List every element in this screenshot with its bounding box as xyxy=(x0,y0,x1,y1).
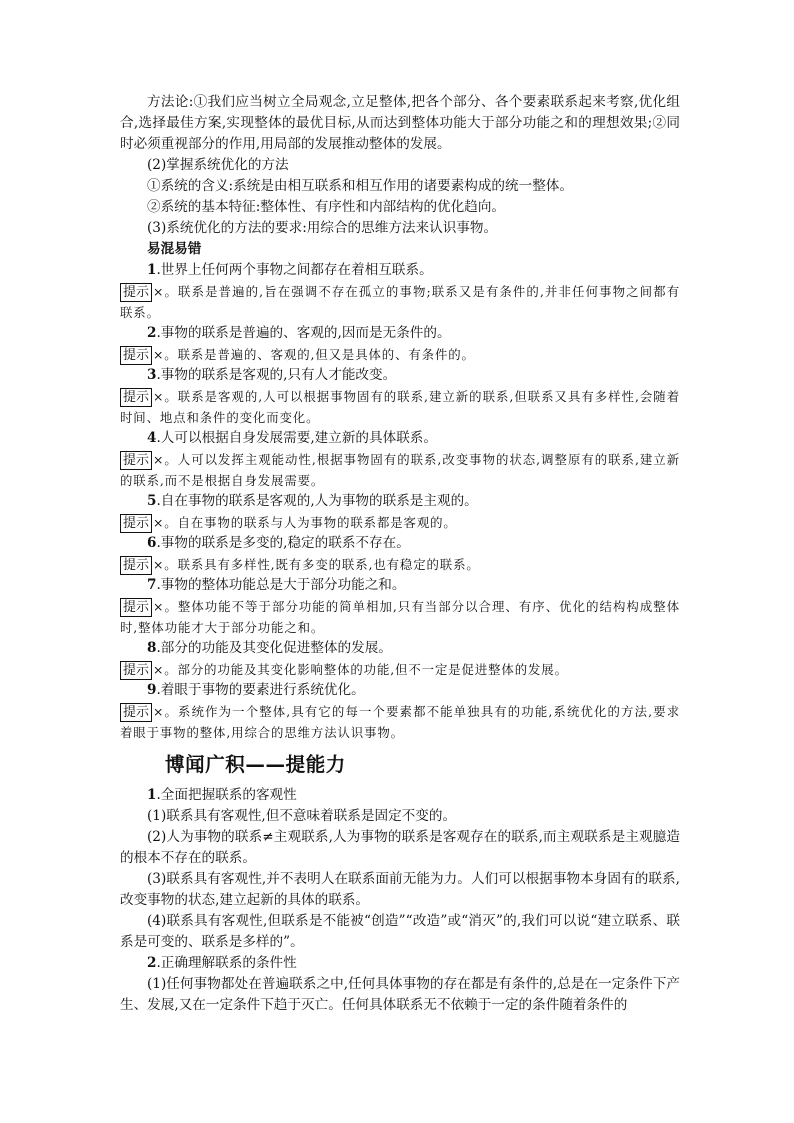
confusion-item xyxy=(120,428,680,491)
statement-number: 1 xyxy=(147,262,157,278)
statement-text: .事物的整体功能总是大于部分功能之和。 xyxy=(156,577,406,593)
hint-badge: 提示 xyxy=(120,388,152,407)
confusion-item xyxy=(120,575,680,638)
hint-line xyxy=(120,512,680,533)
hint-text: ×。联系是客观的,人可以根据事物固有的联系,建立新的联系,但联系又具有多样性,会随着时间、地点和条件的变化而变化。 xyxy=(120,389,680,425)
hint-badge: 提示 xyxy=(120,514,152,533)
sub1-point: (4)联系具有客观性,但联系是不能被“创造”“改造”或“消灭”的,我们可以说“建立联系、联系是可变的、联系是多样的”。 xyxy=(120,913,680,950)
statement-text: .部分的功能及其变化促进整体的发展。 xyxy=(156,640,392,656)
statement xyxy=(120,260,680,281)
statement xyxy=(120,638,680,659)
statement xyxy=(120,365,680,386)
confusion-label: 易混易错 xyxy=(147,241,202,257)
hint-text: ×。人可以发挥主观能动性,根据事物固有的联系,改变事物的状态,调整原有的联系,建立新的联系,而不是根据自身发展需要。 xyxy=(120,452,680,488)
hint-badge: 提示 xyxy=(120,346,152,365)
subheading-2 xyxy=(120,953,680,974)
confusion-list xyxy=(120,260,680,743)
sub1-point: (2)人为事物的联系≠主观联系,人为事物的联系是客观存在的联系,而主观联系是主观臆造的根本不存在的联系。 xyxy=(120,829,680,866)
hint-badge: 提示 xyxy=(120,451,152,470)
hint-badge: 提示 xyxy=(120,661,152,680)
statement xyxy=(120,428,680,449)
hint-text: ×。自在事物的联系与人为事物的联系都是客观的。 xyxy=(153,515,457,530)
hint-text: ×。联系具有多样性,既有多变的联系,也有稳定的联系。 xyxy=(153,557,480,572)
statement-number: 7 xyxy=(147,577,157,593)
statement-text: .自在事物的联系是客观的,人为事物的联系是主观的。 xyxy=(156,493,478,509)
statement-text: .人可以根据自身发展需要,建立新的具体联系。 xyxy=(156,430,437,446)
item-2-heading: (2)掌握系统优化的方法 xyxy=(147,157,289,173)
confusion-item xyxy=(120,533,680,575)
section-title: 博闻广积——提能力 xyxy=(165,753,346,776)
hint-badge: 提示 xyxy=(120,283,152,302)
hint-badge: 提示 xyxy=(120,703,152,722)
hint-text: ×。联系是普遍的,旨在强调不存在孤立的事物;联系又是有条件的,并非任何事物之间都有联系。 xyxy=(120,284,680,320)
hint-text: ×。整体功能不等于部分功能的简单相加,只有当部分以合理、有序、优化的结构构成整体时,整体功能才大于部分功能之和。 xyxy=(120,599,680,635)
methodology-paragraph: 方法论:①我们应当树立全局观念,立足整体,把各个部分、各个要素联系起来考察,优化组合,选择最佳方案,实现整体的最优目标,从而达到整体功能大于部分功能之和的理想效果;②同时必须重视部分的作用,用局部的发展推动整体的发展。 xyxy=(120,94,680,152)
statement-number: 8 xyxy=(147,640,157,656)
confusion-item xyxy=(120,323,680,365)
item-2-1: ①系统的含义:系统是由相互联系和相互作用的诸要素构成的统一整体。 xyxy=(147,178,573,194)
hint-text: ×。联系是普遍的、客观的,但又是具体的、有条件的。 xyxy=(153,347,475,362)
statement-number: 2 xyxy=(147,325,157,341)
hint-line xyxy=(120,449,680,491)
statement-text: .事物的联系是普遍的、客观的,因而是无条件的。 xyxy=(156,325,451,341)
confusion-item xyxy=(120,491,680,533)
confusion-item xyxy=(120,638,680,680)
document-page xyxy=(120,92,680,1016)
hint-line xyxy=(120,344,680,365)
hint-line xyxy=(120,386,680,428)
statement-number: 3 xyxy=(147,367,157,383)
confusion-item xyxy=(120,680,680,743)
statement xyxy=(120,575,680,596)
statement-number: 5 xyxy=(147,493,157,509)
sub1-point: (1)联系具有客观性,但不意味着联系是固定不变的。 xyxy=(147,808,457,824)
subheading-number: 2 xyxy=(147,955,157,971)
subheading-number: 1 xyxy=(147,787,157,803)
subheading-1 xyxy=(120,785,680,806)
hint-badge: 提示 xyxy=(120,556,152,575)
hint-line xyxy=(120,554,680,575)
statement-number: 9 xyxy=(147,682,157,698)
statement-number: 4 xyxy=(147,430,157,446)
hint-line xyxy=(120,701,680,743)
statement xyxy=(120,680,680,701)
subheading-text: .全面把握联系的客观性 xyxy=(156,787,297,803)
hint-line xyxy=(120,281,680,323)
statement-text: .世界上任何两个事物之间都存在着相互联系。 xyxy=(156,262,433,278)
hint-line xyxy=(120,659,680,680)
hint-badge: 提示 xyxy=(120,598,152,617)
statement-text: .事物的联系是客观的,只有人才能改变。 xyxy=(156,367,397,383)
confusion-item xyxy=(120,260,680,323)
hint-line xyxy=(120,596,680,638)
statement xyxy=(120,323,680,344)
statement xyxy=(120,533,680,554)
sub1-point: (3)联系具有客观性,并不表明人在联系面前无能为力。人们可以根据事物本身固有的联系,改变事物的状态,建立起新的具体的联系。 xyxy=(120,871,680,908)
hint-text: ×。系统作为一个整体,具有它的每一个要素都不能单独具有的功能,系统优化的方法,要求着眼于事物的整体,用综合的思维方法认识事物。 xyxy=(120,704,680,740)
statement-text: .着眼于事物的要素进行系统优化。 xyxy=(156,682,365,698)
confusion-item xyxy=(120,365,680,428)
statement xyxy=(120,491,680,512)
subheading-text: .正确理解联系的条件性 xyxy=(156,955,297,971)
statement-number: 6 xyxy=(147,535,157,551)
statement-text: .事物的联系是多变的,稳定的联系不存在。 xyxy=(156,535,410,551)
item-3: (3)系统优化的方法的要求:用综合的思维方法来认识事物。 xyxy=(147,220,498,236)
hint-text: ×。部分的功能及其变化影响整体的功能,但不一定是促进整体的发展。 xyxy=(153,662,568,677)
item-2-2: ②系统的基本特征:整体性、有序性和内部结构的优化趋向。 xyxy=(147,199,506,215)
sub2-point: (1)任何事物都处在普遍联系之中,任何具体事物的存在都是有条件的,总是在一定条件下产生、发展,又在一定条件下趋于灭亡。任何具体联系无不依赖于一定的条件随着条件的 xyxy=(120,976,680,1013)
